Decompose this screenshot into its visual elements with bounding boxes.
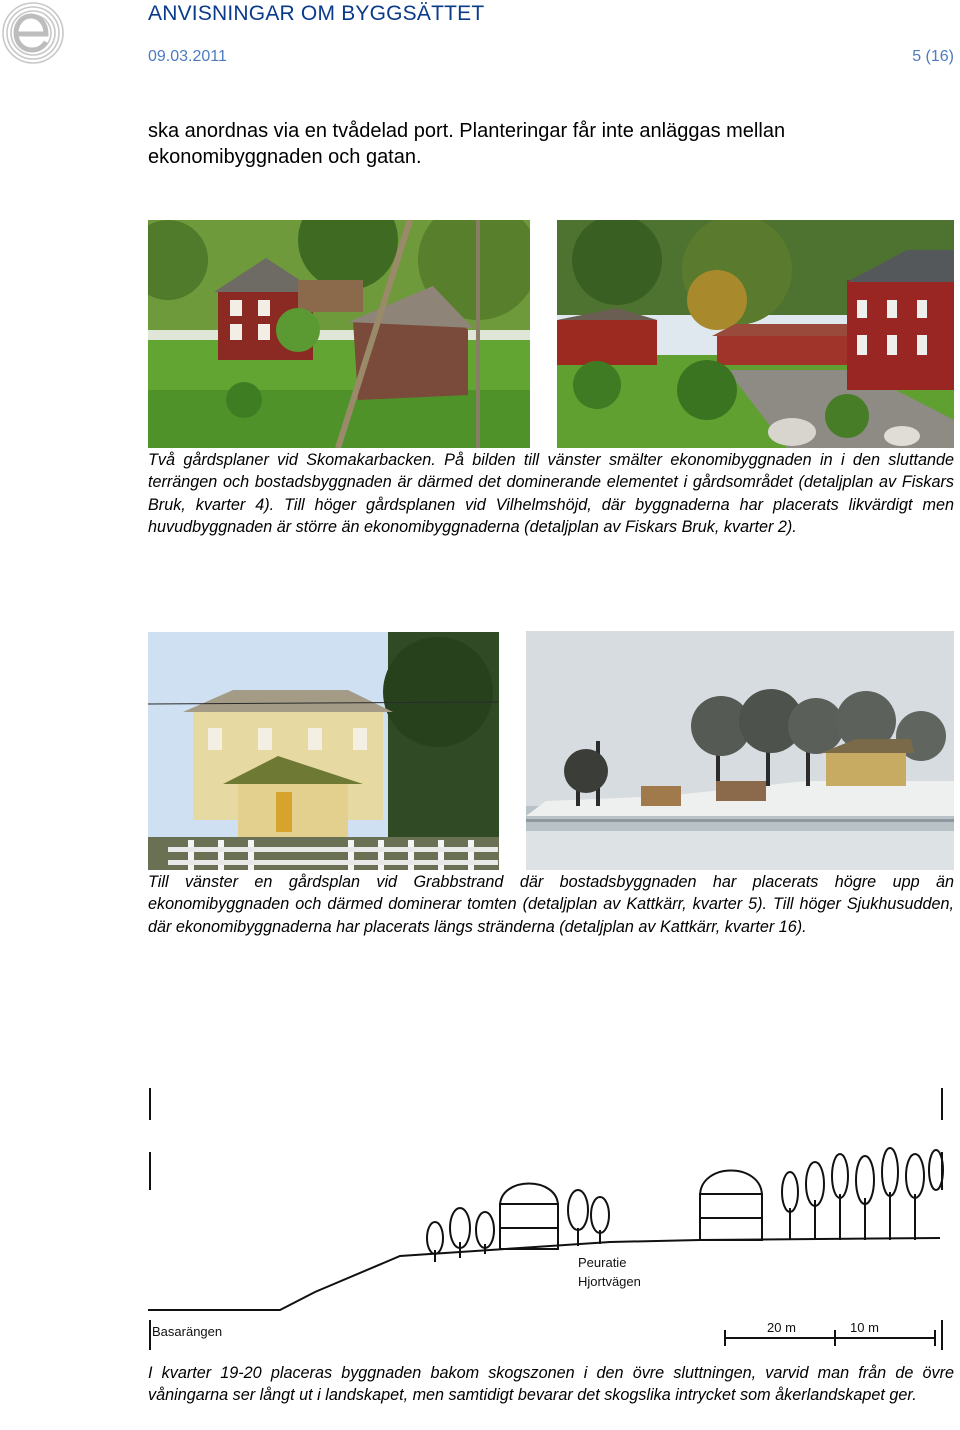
photo-farmyard-right	[557, 220, 954, 448]
grabbstrand-caption: Till vänster en gårdsplan vid Grabbstrand där bostadsbyggnaden har placerats högre upp än ekonomibyggnaden och därmed dominerar tomten (detaljplan av Kattkärr, kvarter 5). Till höger Sjukhusudden, där ekonomibyggnaderna har placerats längs stränderna (detaljplan av Kattkärr, kvarter 16).	[148, 873, 954, 936]
farmyards-caption: Två gårdsplaner vid Skomakarbacken. På bilden till vänster smälter ekonomibyggnaden in i den sluttande terrängen och bostadsbyggnaden är därmed det dominerande elementet i gårdsområdet (detaljplan av Fiskars Bruk, kvarter 4). Till höger gårdsplanen vid Vilhelmshöjd, där byggnaderna har placerats likvärdigt men huvudbyggnaden är större än ekonomibyggnaderna (detaljplan av Fiskars Bruk, kvarter 2).	[148, 451, 954, 537]
section-caption: I kvarter 19-20 placeras byggnaden bakom skogszonen i den övre sluttningen, varvid man från de övre våningarna ser långt ut i landskapet, men samtidigt bevarar det skogslika intrycket som åkerlandskapet ger.	[148, 1364, 954, 1405]
scale-label-20m: 20 m	[767, 1320, 796, 1335]
page-number: 5 (16)	[912, 48, 954, 65]
document-title: ANVISNINGAR OM BYGGSÄTTET	[148, 2, 485, 25]
section-drawing	[140, 1080, 950, 1360]
e-logo-icon	[0, 0, 66, 66]
label-peuratie: Peuratie	[578, 1255, 627, 1270]
photo-grabbstrand	[148, 632, 499, 870]
document-date: 09.03.2011	[148, 48, 227, 65]
scale-label-10m: 10 m	[850, 1320, 879, 1335]
label-hjortvagen: Hjortvägen	[578, 1274, 641, 1289]
label-basarangen: Basarängen	[152, 1324, 223, 1339]
intro-paragraph: ska anordnas via en tvådelad port. Planteringar får inte anläggas mellan ekonomibyggnaden och gatan.	[148, 120, 786, 168]
photo-farmyard-left	[148, 220, 530, 448]
photo-sjukhusudden	[526, 631, 954, 870]
